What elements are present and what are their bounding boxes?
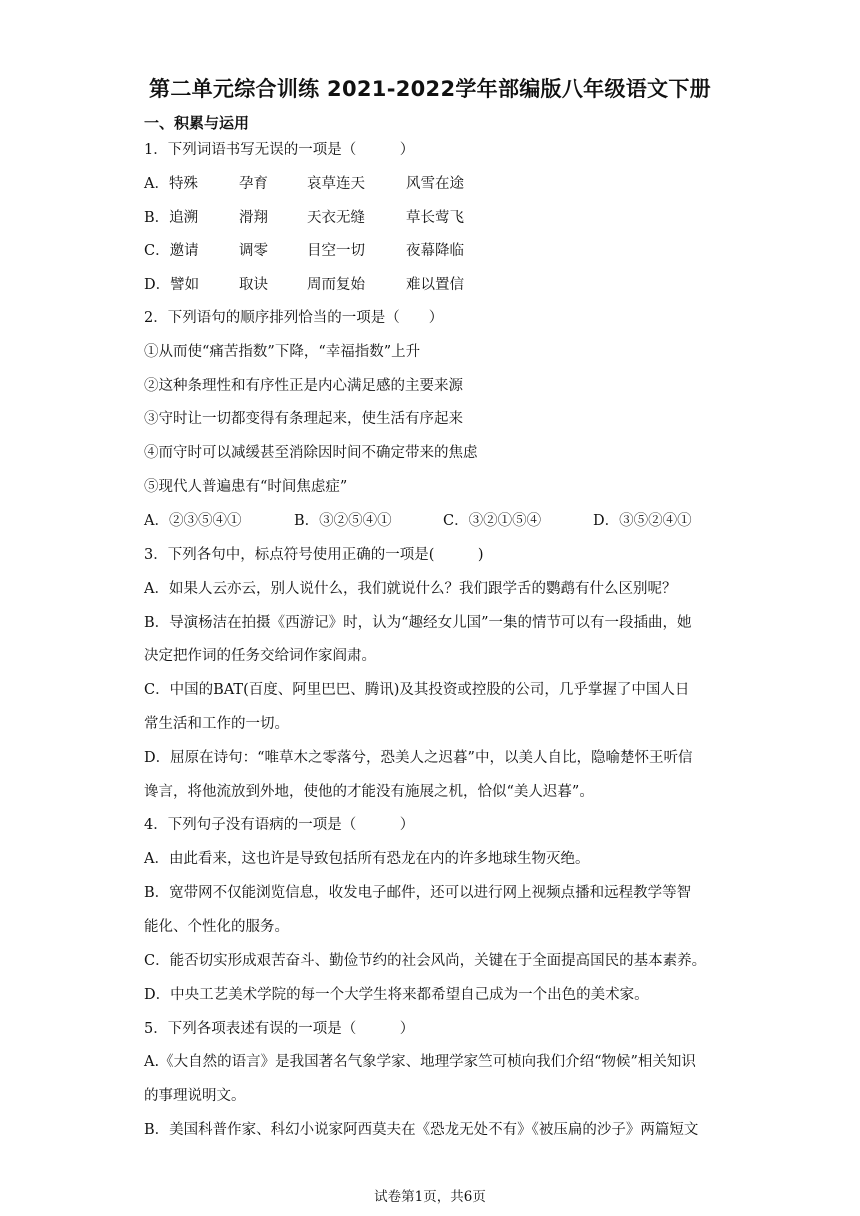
option-word: A．特殊 (144, 176, 198, 192)
option-word: C．邀请 (144, 243, 199, 259)
question-4-line: C．能否切实形成艰苦奋斗、勤俭节约的社会风尚，关键在于全面提高国民的基本素养。 (144, 953, 707, 969)
option-c: C．③②①⑤④ (443, 513, 542, 529)
question-3-line: 决定把作词的任务交给词作家阎肃。 (144, 648, 376, 664)
question-5-line: B．美国科普作家、科幻小说家阿西莫夫在《恐龙无处不有》《被压扁的沙子》两篇短文 (144, 1122, 699, 1138)
question-1-option-a (144, 174, 704, 194)
question-5-stem: 5．下列各项表述有误的一项是（ ） (144, 1021, 415, 1037)
option-word: 天衣无缝 (307, 210, 365, 226)
option-word: 取诀 (239, 277, 268, 293)
question-4-line: 能化、个性化的服务。 (144, 919, 289, 935)
section-heading: 一、积累与运用 (144, 114, 250, 132)
question-2-sentence-3: ③守时让一切都变得有条理起来，使生活有序起来 (144, 411, 463, 427)
question-4-stem: 4．下列句子没有语病的一项是（ ） (144, 817, 415, 833)
option-word: 哀草连天 (307, 176, 365, 192)
option-word: 调零 (239, 243, 268, 259)
option-word: 滑翔 (239, 210, 268, 226)
option-word: 孕育 (239, 176, 268, 192)
question-2-sentence-5: ⑤现代人普遍患有“时间焦虑症” (144, 479, 348, 495)
question-5-line: A.《大自然的语言》是我国著名气象学家、地理学家竺可桢向我们介绍“物候”相关知识 (144, 1054, 696, 1070)
option-word: 草长莺飞 (406, 210, 464, 226)
page-title: 第二单元综合训练 2021-2022学年部编版八年级语文下册 (149, 77, 711, 101)
question-2-stem: 2．下列语句的顺序排列恰当的一项是（ ） (144, 310, 444, 326)
question-2-sentence-1: ①从而使“痛苦指数”下降，“幸福指数”上升 (144, 344, 421, 360)
question-3-line: C．中国的BAT(百度、阿里巴巴、腾讯)及其投资或控股的公司，几乎掌握了中国人日 (144, 682, 690, 698)
question-3-line: 常生活和工作的一切。 (144, 716, 289, 732)
question-1-option-d (144, 275, 704, 295)
question-2-options (144, 511, 714, 531)
option-b: B．③②⑤④① (294, 513, 392, 529)
question-3-line: 谗言，将他流放到外地，使他的才能没有施展之机，恰似“美人迟暮”。 (144, 784, 594, 800)
question-3-stem: 3．下列各句中，标点符号使用正确的一项是( ) (144, 547, 484, 563)
question-3-line: A．如果人云亦云，别人说什么，我们就说什么？我们跟学舌的鹦鹉有什么区别呢？ (144, 581, 677, 597)
question-4-line: B．宽带网不仅能浏览信息，收发电子邮件，还可以进行网上视频点播和远程教学等智 (144, 885, 692, 901)
option-word: 周而复始 (307, 277, 365, 293)
question-2-sentence-4: ④而守时可以减缓甚至消除因时间不确定带来的焦虑 (144, 445, 478, 461)
option-word: 夜幕降临 (406, 243, 464, 259)
option-word: 难以置信 (406, 277, 464, 293)
question-2-sentence-2: ②这种条理性和有序性正是内心满足感的主要来源 (144, 378, 463, 394)
question-3-line: B．导演杨洁在拍摄《西游记》时，认为“趣经女儿国”一集的情节可以有一段插曲，她 (144, 615, 692, 631)
question-4-line: D．中央工艺美术学院的每一个大学生将来都希望自己成为一个出色的美术家。 (144, 987, 649, 1003)
option-d: D．③⑤②④① (593, 513, 692, 529)
question-4-line: A．由此看来，这也许是导致包括所有恐龙在内的许多地球生物灭绝。 (144, 851, 590, 867)
question-1-option-c (144, 241, 704, 261)
option-word: 目空一切 (307, 243, 365, 259)
question-5-line: 的事理说明文。 (144, 1088, 246, 1104)
option-a: A．②③⑤④① (144, 513, 242, 529)
question-1-stem: 1．下列词语书写无误的一项是（ ） (144, 142, 415, 158)
page-footer: 试卷第1页，共6页 (374, 1189, 486, 1205)
option-word: 风雪在途 (406, 176, 464, 192)
question-3-line: D．屈原在诗句：“唯草木之零落兮，恐美人之迟暮”中，以美人自比，隐喻楚怀王听信 (144, 750, 693, 766)
option-word: D．譬如 (144, 277, 200, 293)
question-1-option-b (144, 208, 704, 228)
option-word: B．追溯 (144, 210, 199, 226)
